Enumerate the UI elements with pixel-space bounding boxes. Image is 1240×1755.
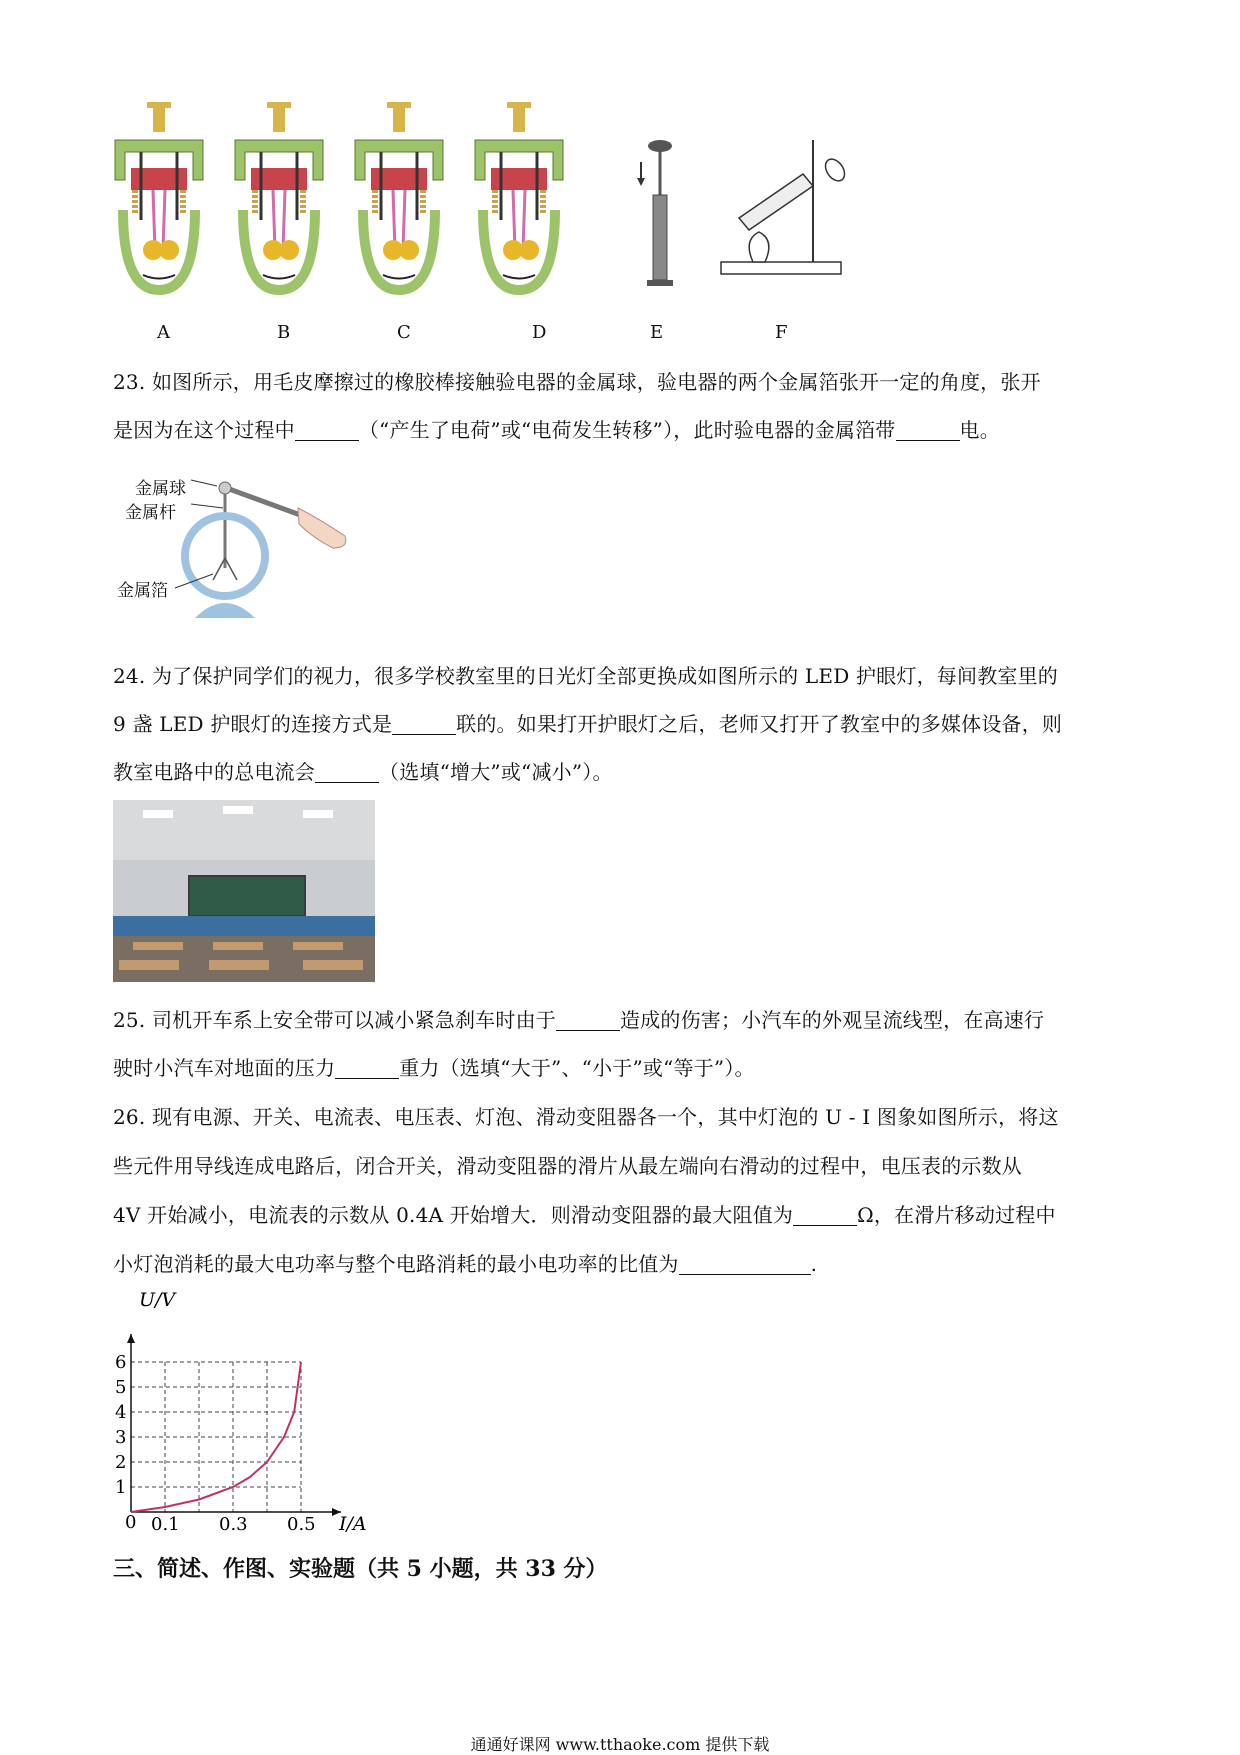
chart-origin-label: 0 (125, 1512, 137, 1533)
ui-chart-svg (113, 1290, 393, 1542)
q23-text-a: 是因为在这个过程中 (113, 418, 295, 442)
q25-text-d: 重力（选填“大于”、“小于”或“等于”）。 (399, 1056, 755, 1080)
engine-figure (113, 100, 873, 340)
engine-c (355, 102, 443, 290)
q24-text-c: 教室电路中的总电流会 (113, 760, 315, 784)
q26-text-a: 4V 开始减小，电流表的示数从 0.4A 开始增大．则滑动变阻器的最大阻值为 (113, 1203, 794, 1227)
q25-text-a: 25. 司机开车系上安全带可以减小紧急刹车时由于 (113, 1008, 556, 1032)
label-metal-rod: 金属杆 (125, 503, 176, 523)
y-tick-label: 6 (115, 1352, 127, 1373)
classroom-photo (113, 800, 375, 982)
y-tick-label: 2 (115, 1452, 127, 1473)
q26-line3 (113, 1199, 1056, 1228)
classroom-illustration (113, 800, 375, 982)
label-metal-foil: 金属箔 (117, 581, 168, 601)
q26-line4 (113, 1248, 817, 1277)
q24-blank-1[interactable] (392, 714, 456, 735)
q25-blank-2[interactable] (335, 1058, 399, 1079)
q24-text-d: （选填“增大”或“减小”）。 (379, 760, 613, 784)
q26-text-d: . (810, 1252, 818, 1276)
label-d: D (532, 322, 547, 343)
chart-xlabel: I/A (339, 1513, 367, 1535)
q23-text-c: 电。 (959, 418, 1000, 442)
q23-line1: 23. 如图所示，用毛皮摩擦过的橡胶棒接触验电器的金属球，验电器的两个金属箔张开一定的角度，张开 (113, 370, 1041, 394)
label-c: C (397, 322, 411, 343)
q25-line2 (113, 1052, 755, 1081)
engine-strokes-diagram (113, 100, 873, 340)
label-metal-ball: 金属球 (135, 479, 186, 499)
label-f: F (775, 322, 788, 343)
q24-blank-2[interactable] (315, 762, 379, 783)
q26-line2: 些元件用导线连成电路后，闭合开关，滑动变阻器的滑片从最左端向右滑动的过程中，电压表的示数从 (113, 1154, 1022, 1178)
q25-text-c: 驶时小汽车对地面的压力 (113, 1056, 336, 1080)
label-b: B (277, 322, 291, 343)
x-tick-label: 0.3 (219, 1514, 248, 1535)
q26-text-c: 小灯泡消耗的最大电功率与整个电路消耗的最小电功率的比值为 (113, 1252, 679, 1276)
ui-chart (113, 1290, 393, 1542)
section-3-title: 三、简述、作图、实验题（共 5 小题，共 33 分） (113, 1556, 608, 1582)
q23-blank-2[interactable] (896, 420, 960, 441)
q24-text-b: 联的。如果打开护眼灯之后，老师又打开了教室中的多媒体设备，则 (456, 712, 1063, 736)
q23-text-b: （“产生了电荷”或“电荷发生转移”），此时验电器的金属箔带 (358, 418, 896, 442)
q26-blank-2[interactable] (679, 1254, 811, 1275)
fire-syringe-e (637, 140, 673, 286)
engine-a (115, 102, 203, 290)
chart-ylabel: U/V (139, 1290, 176, 1311)
label-e: E (650, 322, 664, 343)
q24-line2 (113, 708, 1062, 737)
y-axis-arrow (127, 1334, 135, 1343)
q26-line1: 26. 现有电源、开关、电流表、电压表、灯泡、滑动变阻器各一个，其中灯泡的 U - I 图象如图所示，将这 (113, 1105, 1059, 1129)
q24-text-a: 9 盏 LED 护眼灯的连接方式是 (113, 712, 393, 736)
q25-blank-1[interactable] (556, 1010, 620, 1031)
x-tick-label: 0.5 (287, 1514, 316, 1535)
y-tick-label: 5 (115, 1377, 127, 1398)
q24-line1: 24. 为了保护同学们的视力，很多学校教室里的日光灯全部更换成如图所示的 LED 护眼灯，每间教室里的 (113, 664, 1058, 688)
q23-blank-1[interactable] (295, 420, 359, 441)
label-a: A (157, 322, 170, 343)
y-tick-label: 4 (115, 1402, 127, 1423)
q23-line2 (113, 414, 1000, 443)
q26-text-b: Ω，在滑片移动过程中 (857, 1203, 1056, 1227)
y-tick-label: 3 (115, 1427, 127, 1448)
x-tick-label: 0.1 (151, 1514, 180, 1535)
q24-line3 (113, 756, 613, 785)
test-tube-heating-f (721, 140, 848, 274)
engine-d (475, 102, 563, 290)
q25-line1 (113, 1004, 1044, 1033)
q26-blank-1[interactable] (793, 1205, 857, 1226)
engine-b (235, 102, 323, 290)
q25-text-b: 造成的伤害；小汽车的外观呈流线型，在高速行 (619, 1008, 1045, 1032)
page-footer: 通通好课网 www.tthaoke.com 提供下载 (470, 1735, 770, 1754)
y-tick-label: 1 (115, 1477, 127, 1498)
electroscope-figure (113, 468, 353, 628)
